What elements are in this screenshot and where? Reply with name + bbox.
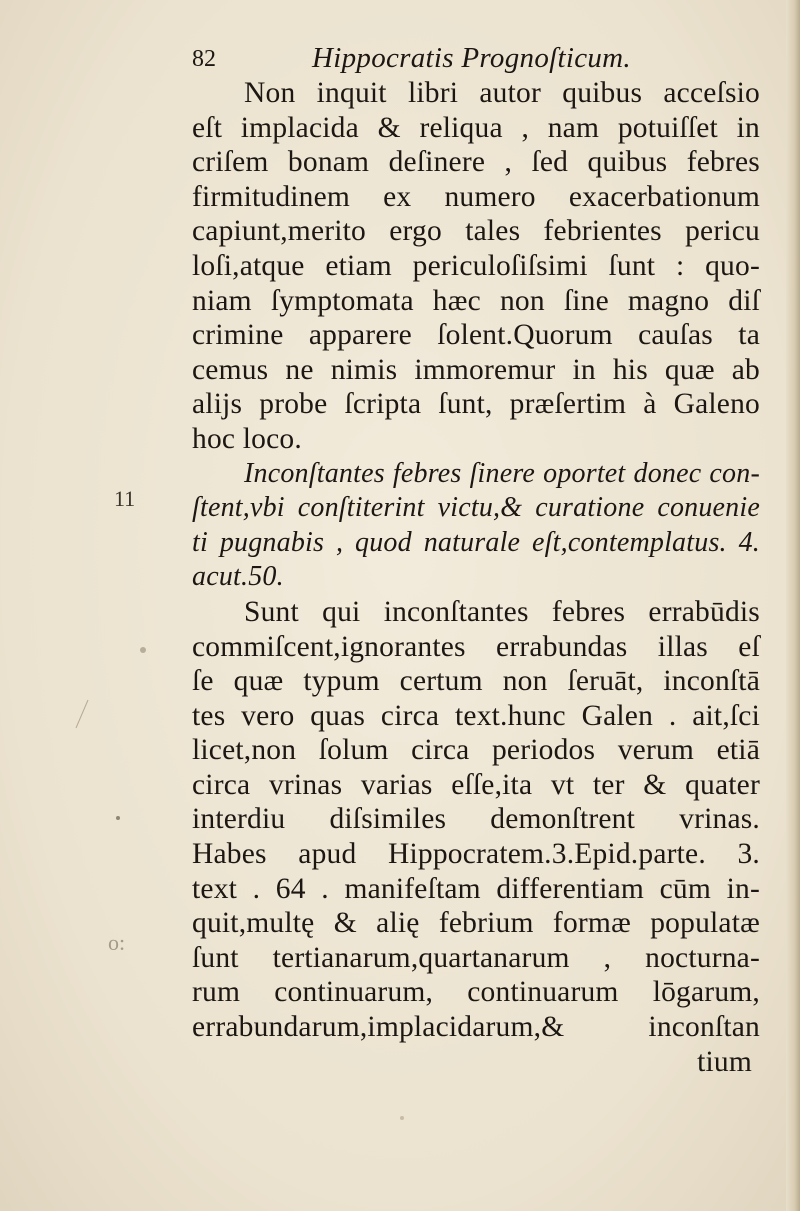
page-number: 82 [192, 46, 216, 72]
text-line: ſunt tertianarum,quartanarum , nocturna- [192, 941, 760, 974]
text-line: capiunt,merito ergo tales febrientes pericu [192, 215, 760, 248]
text-line: quit,multę & alię febrium formæ populatæ [192, 907, 760, 940]
text-line: Sunt qui inconſtantes febres errabūdis [244, 595, 760, 628]
text-line: ſe quæ typum certum non ſeruāt, inconſtā [192, 665, 760, 698]
margin-section-number: 11 [114, 486, 136, 511]
text-line: eſt implacida & reliqua , nam potuiſſet in [192, 111, 760, 144]
text-line: criſem bonam deſinere , ſed quibus febres [192, 146, 760, 179]
text-line: firmitudinem ex numero exacerbationum [192, 180, 760, 213]
text-line: crimine apparere ſolent.Quorum cauſas ta [192, 319, 760, 352]
text-line: ti pugnabis , quod naturale eſt,contemplatus. 4. [192, 526, 760, 558]
text-line: acut.50. [192, 561, 284, 593]
text-line: circa vrinas varias eſſe,ita vt ter & quater [192, 768, 760, 801]
text-line: niam ſymptomata hæc non ſine magno diſ [192, 284, 760, 317]
text-line: ſtent,vbi conſtiterint victu,& curatione conuenie [192, 492, 760, 524]
text-line: text . 64 . manifeſtam differentiam cūm in- [192, 872, 760, 905]
text-line: Non inquit libri autor quibus acceſsio [244, 77, 760, 109]
text-line: Habes apud Hippocratem.3.Epid.parte. 3. [192, 838, 760, 871]
text-line: hoc loco. [192, 422, 302, 455]
text-line: loſi,atque etiam periculoſiſsimi ſunt : quo- [192, 249, 760, 282]
text-line: tium [697, 1045, 752, 1078]
text-line: commiſcent,ignorantes errabundas illas eſ [192, 630, 760, 663]
text-line: alijs probe ſcripta ſunt, præſertim à Galeno [192, 388, 760, 421]
text-line: interdiu diſsimiles demonſtrent vrinas. [192, 803, 760, 836]
running-title: Hippocratis Prognoſticum. [312, 42, 631, 74]
text-line: rum continuarum, continuarum lōgarum, [192, 976, 760, 1009]
text-line: tes vero quas circa text.hunc Galen . ait,ſci [192, 699, 760, 732]
text-line: Inconſtantes febres ſinere oportet donec con- [244, 457, 760, 489]
text-line: errabundarum,implacidarum,& inconſtan [192, 1011, 760, 1044]
text-line: cemus ne nimis immoremur in his quæ ab [192, 353, 760, 386]
text-line: licet,non ſolum circa periodos verum etiā [192, 734, 760, 767]
margin-faint-note: o: [108, 930, 126, 955]
